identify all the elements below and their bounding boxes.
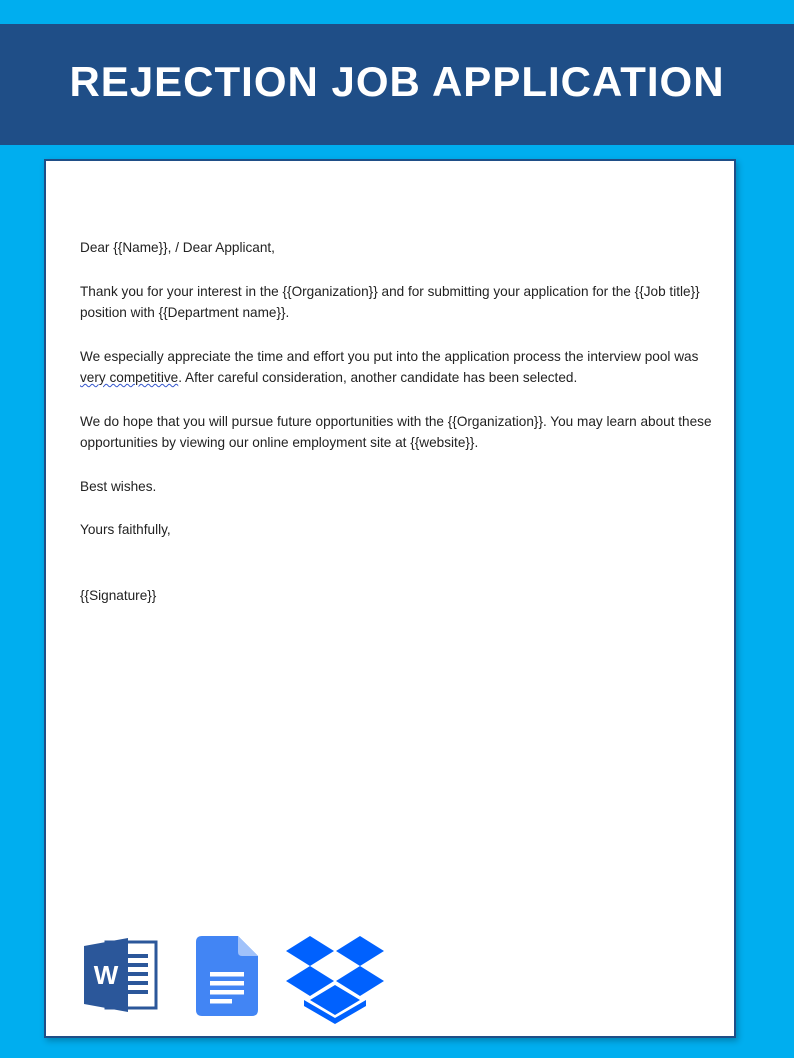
- word-icon[interactable]: [84, 938, 160, 1012]
- paragraph-3: We do hope that you will pursue future opportunities with the {{Organization}}. You may learn about these opportunities by viewing our online employment site at {{website}}.: [80, 413, 712, 450]
- dropbox-icon[interactable]: [286, 936, 384, 1024]
- spellcheck-highlight: very competitive: [80, 370, 179, 385]
- page-title: REJECTION JOB APPLICATION: [69, 57, 725, 105]
- closing-yours-faithfully: Yours faithfully,: [80, 522, 171, 537]
- paragraph-2: [80, 346, 720, 389]
- google-docs-icon[interactable]: [196, 936, 258, 1016]
- app-icons: [82, 936, 402, 1026]
- svg-text:W: W: [93, 960, 119, 990]
- paragraph-1: Thank you for your interest in the {{Organization}} and for submitting your application for the {{Job title}} position with {{Department name}}.: [80, 283, 700, 320]
- letter-body: [80, 237, 720, 628]
- document-page: [44, 159, 736, 1038]
- closing-best-wishes: Best wishes.: [80, 478, 157, 494]
- paragraph-2-end: . After careful consideration, another candidate has been selected.: [178, 370, 578, 385]
- salutation: Dear {{Name}}, / Dear Applicant,: [80, 240, 275, 255]
- signature: {{Signature}}: [80, 587, 157, 603]
- header-banner: [0, 24, 794, 145]
- paragraph-2-start: We especially appreciate the time and effort you put into the application process the interview pool was: [80, 348, 699, 364]
